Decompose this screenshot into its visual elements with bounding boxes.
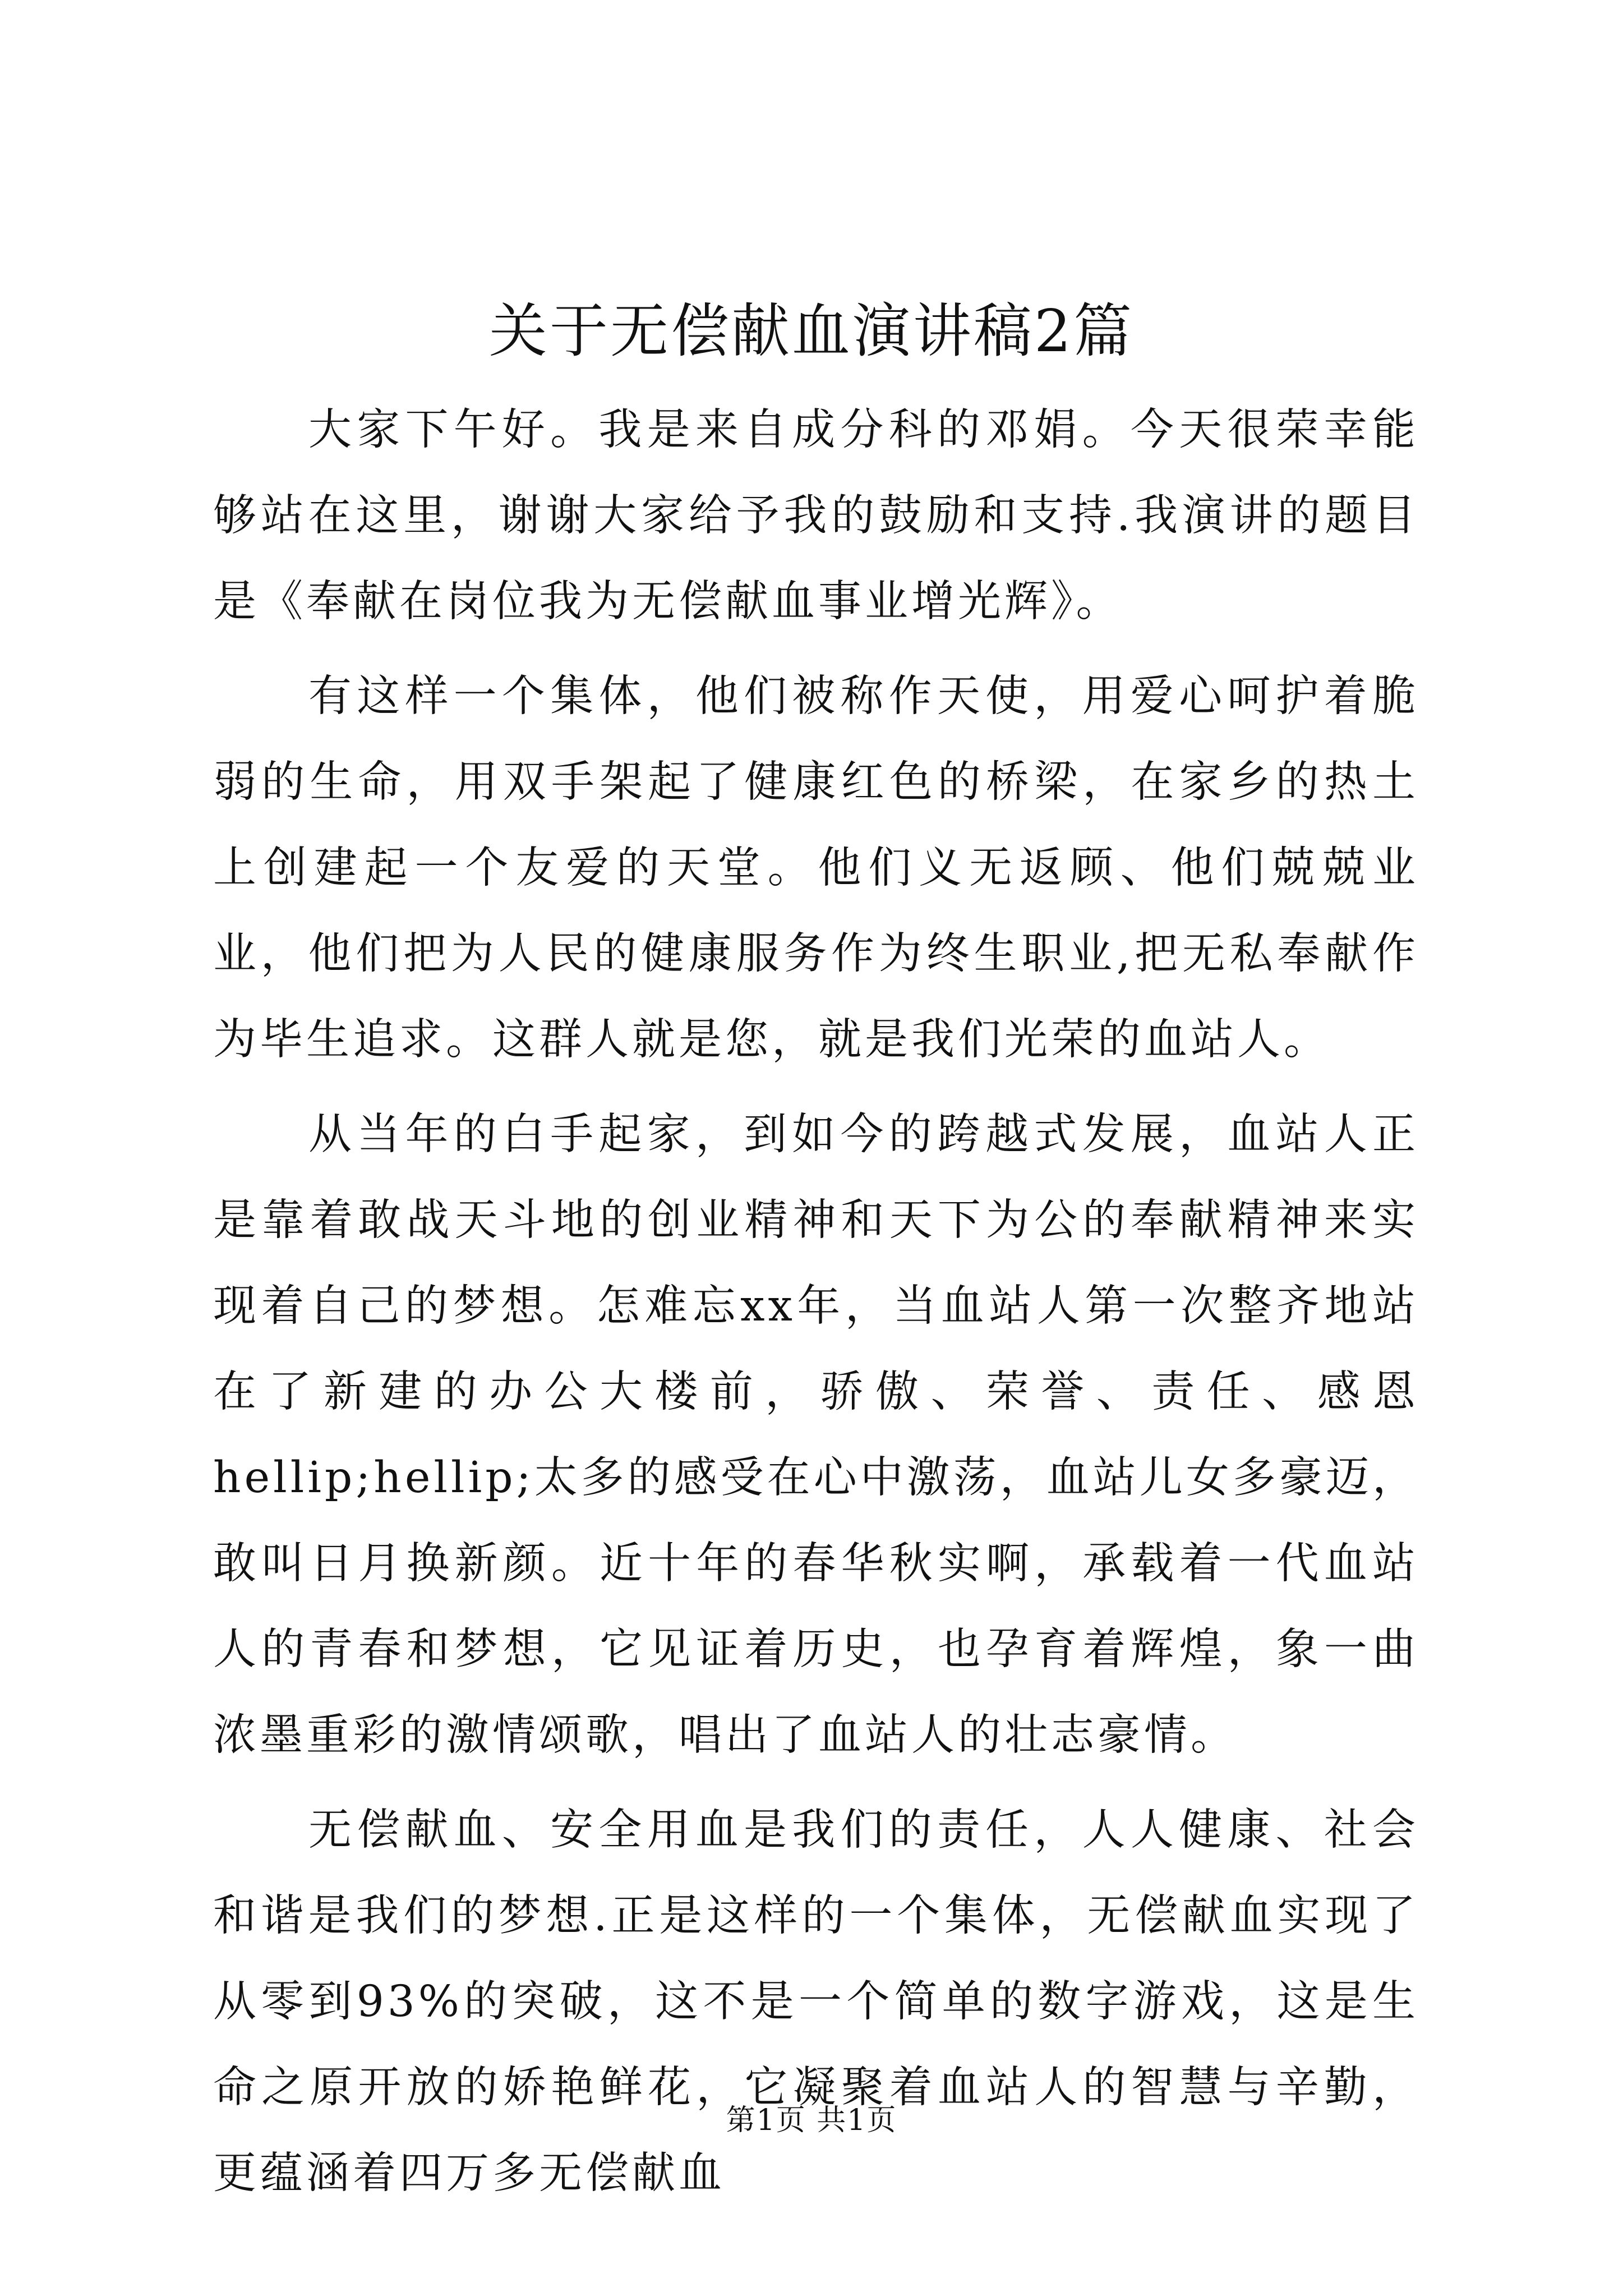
paragraph-1: 大家下午好。我是来自成分科的邓娟。今天很荣幸能够站在这里，谢谢大家给予我的鼓励和支持.我演讲的题目是《奉献在岗位我为无偿献血事业增光辉》。 xyxy=(213,405,1419,627)
paragraph-3: 从当年的白手起家，到如今的跨越式发展，血站人正是靠着敢战天斗地的创业精神和天下为公的奉献精神来实现着自己的梦想。怎难忘xx年，当血站人第一次整齐地站在了新建的办公大楼前，骄傲、荣誉、责任、感恩hellip;hellip;太多的感受在心中激荡，血站儿女多豪迈，敢叫日月换新颜。近十年的春华秋实啊，承载着一代血站人的青春和梦想，它见证着历史，也孕育着辉煌，象一曲浓墨重彩的激情颂歌，唱出了血站人的壮志豪情。 xyxy=(213,1110,1419,1760)
page-number-footer: 第1页 共1页 xyxy=(726,2104,897,2137)
document-title: 关于无偿献血演讲稿2篇 xyxy=(488,297,1135,365)
paragraph-4: 无偿献血、安全用血是我们的责任，人人健康、社会和谐是我们的梦想.正是这样的一个集体，无偿献血实现了从零到93%的突破，这不是一个简单的数字游戏，这是生命之原开放的娇艳鲜花，它凝聚着血站人的智慧与辛勤，更蕴涵着四万多无偿献血 xyxy=(213,1805,1419,2198)
document-body xyxy=(213,387,1419,2225)
paragraph-2: 有这样一个集体，他们被称作天使，用爱心呵护着脆弱的生命，用双手架起了健康红色的桥梁，在家乡的热土上创建起一个友爱的天堂。他们义无返顾、他们兢兢业业，他们把为人民的健康服务作为终生职业,把无私奉献作为毕生追求。这群人就是您，就是我们光荣的血站人。 xyxy=(213,671,1419,1065)
